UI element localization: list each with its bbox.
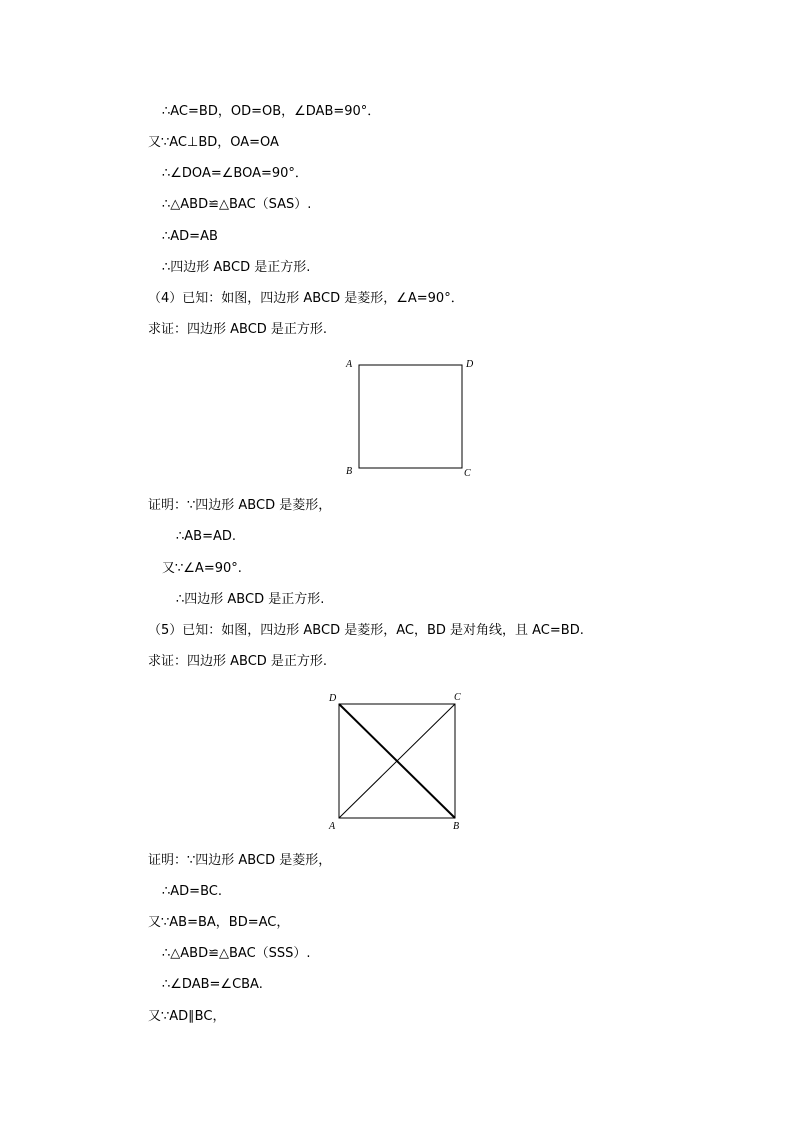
vertex-label-c: C [464,468,471,479]
proof4-line-1: 证明：∵四边形 ABCD 是菱形， [148,498,332,513]
proof4-line-2: ∴AB=AD. [176,529,237,544]
problem-5-given: （5）已知：如图，四边形 ABCD 是菱形，AC，BD 是对角线，且 AC=BD. [148,623,584,638]
square-figure-1 [340,355,480,480]
proof5-line-1: 证明：∵四边形 ABCD 是菱形， [148,853,332,868]
problem-5-prove: 求证：四边形 ABCD 是正方形. [148,654,328,669]
vertex-label-a: A [346,359,353,370]
proof-line-6: ∴四边形 ABCD 是正方形. [162,260,311,275]
vertex-label-d: D [466,359,474,370]
proof-line-5: ∴AD=AB [162,229,218,244]
proof-line-1: ∴AC=BD，OD=OB，∠DAB=90°． [162,104,381,119]
proof5-line-5: ∴∠DAB=∠CBA. [162,977,263,992]
proof5-line-4: ∴△ABD≌△BAC（SSS）. [162,946,311,961]
vertex-label-c: C [454,692,461,703]
problem-4-prove: 求证：四边形 ABCD 是正方形. [148,322,328,337]
square-figure-2 [320,688,470,833]
vertex-label-a: A [329,821,336,832]
vertex-label-d: D [329,693,337,704]
proof-line-4: ∴△ABD≌△BAC（SAS）. [162,197,312,212]
proof-line-3: ∴∠DOA=∠BOA=90°． [162,166,308,181]
vertex-label-b: B [346,466,353,477]
proof5-line-6: 又∵AD∥BC， [148,1009,226,1024]
problem-4-given: （4）已知：如图，四边形 ABCD 是菱形，∠A=90°． [148,291,464,306]
proof5-line-2: ∴AD=BC. [162,884,222,899]
vertex-label-b: B [453,821,460,832]
proof4-line-3: 又∵∠A=90°. [162,561,242,576]
proof4-line-4: ∴四边形 ABCD 是正方形. [176,592,325,607]
proof5-line-3: 又∵AB=BA，BD=AC， [148,915,290,930]
proof-line-2: 又∵AC⊥BD，OA=OA [148,135,279,150]
